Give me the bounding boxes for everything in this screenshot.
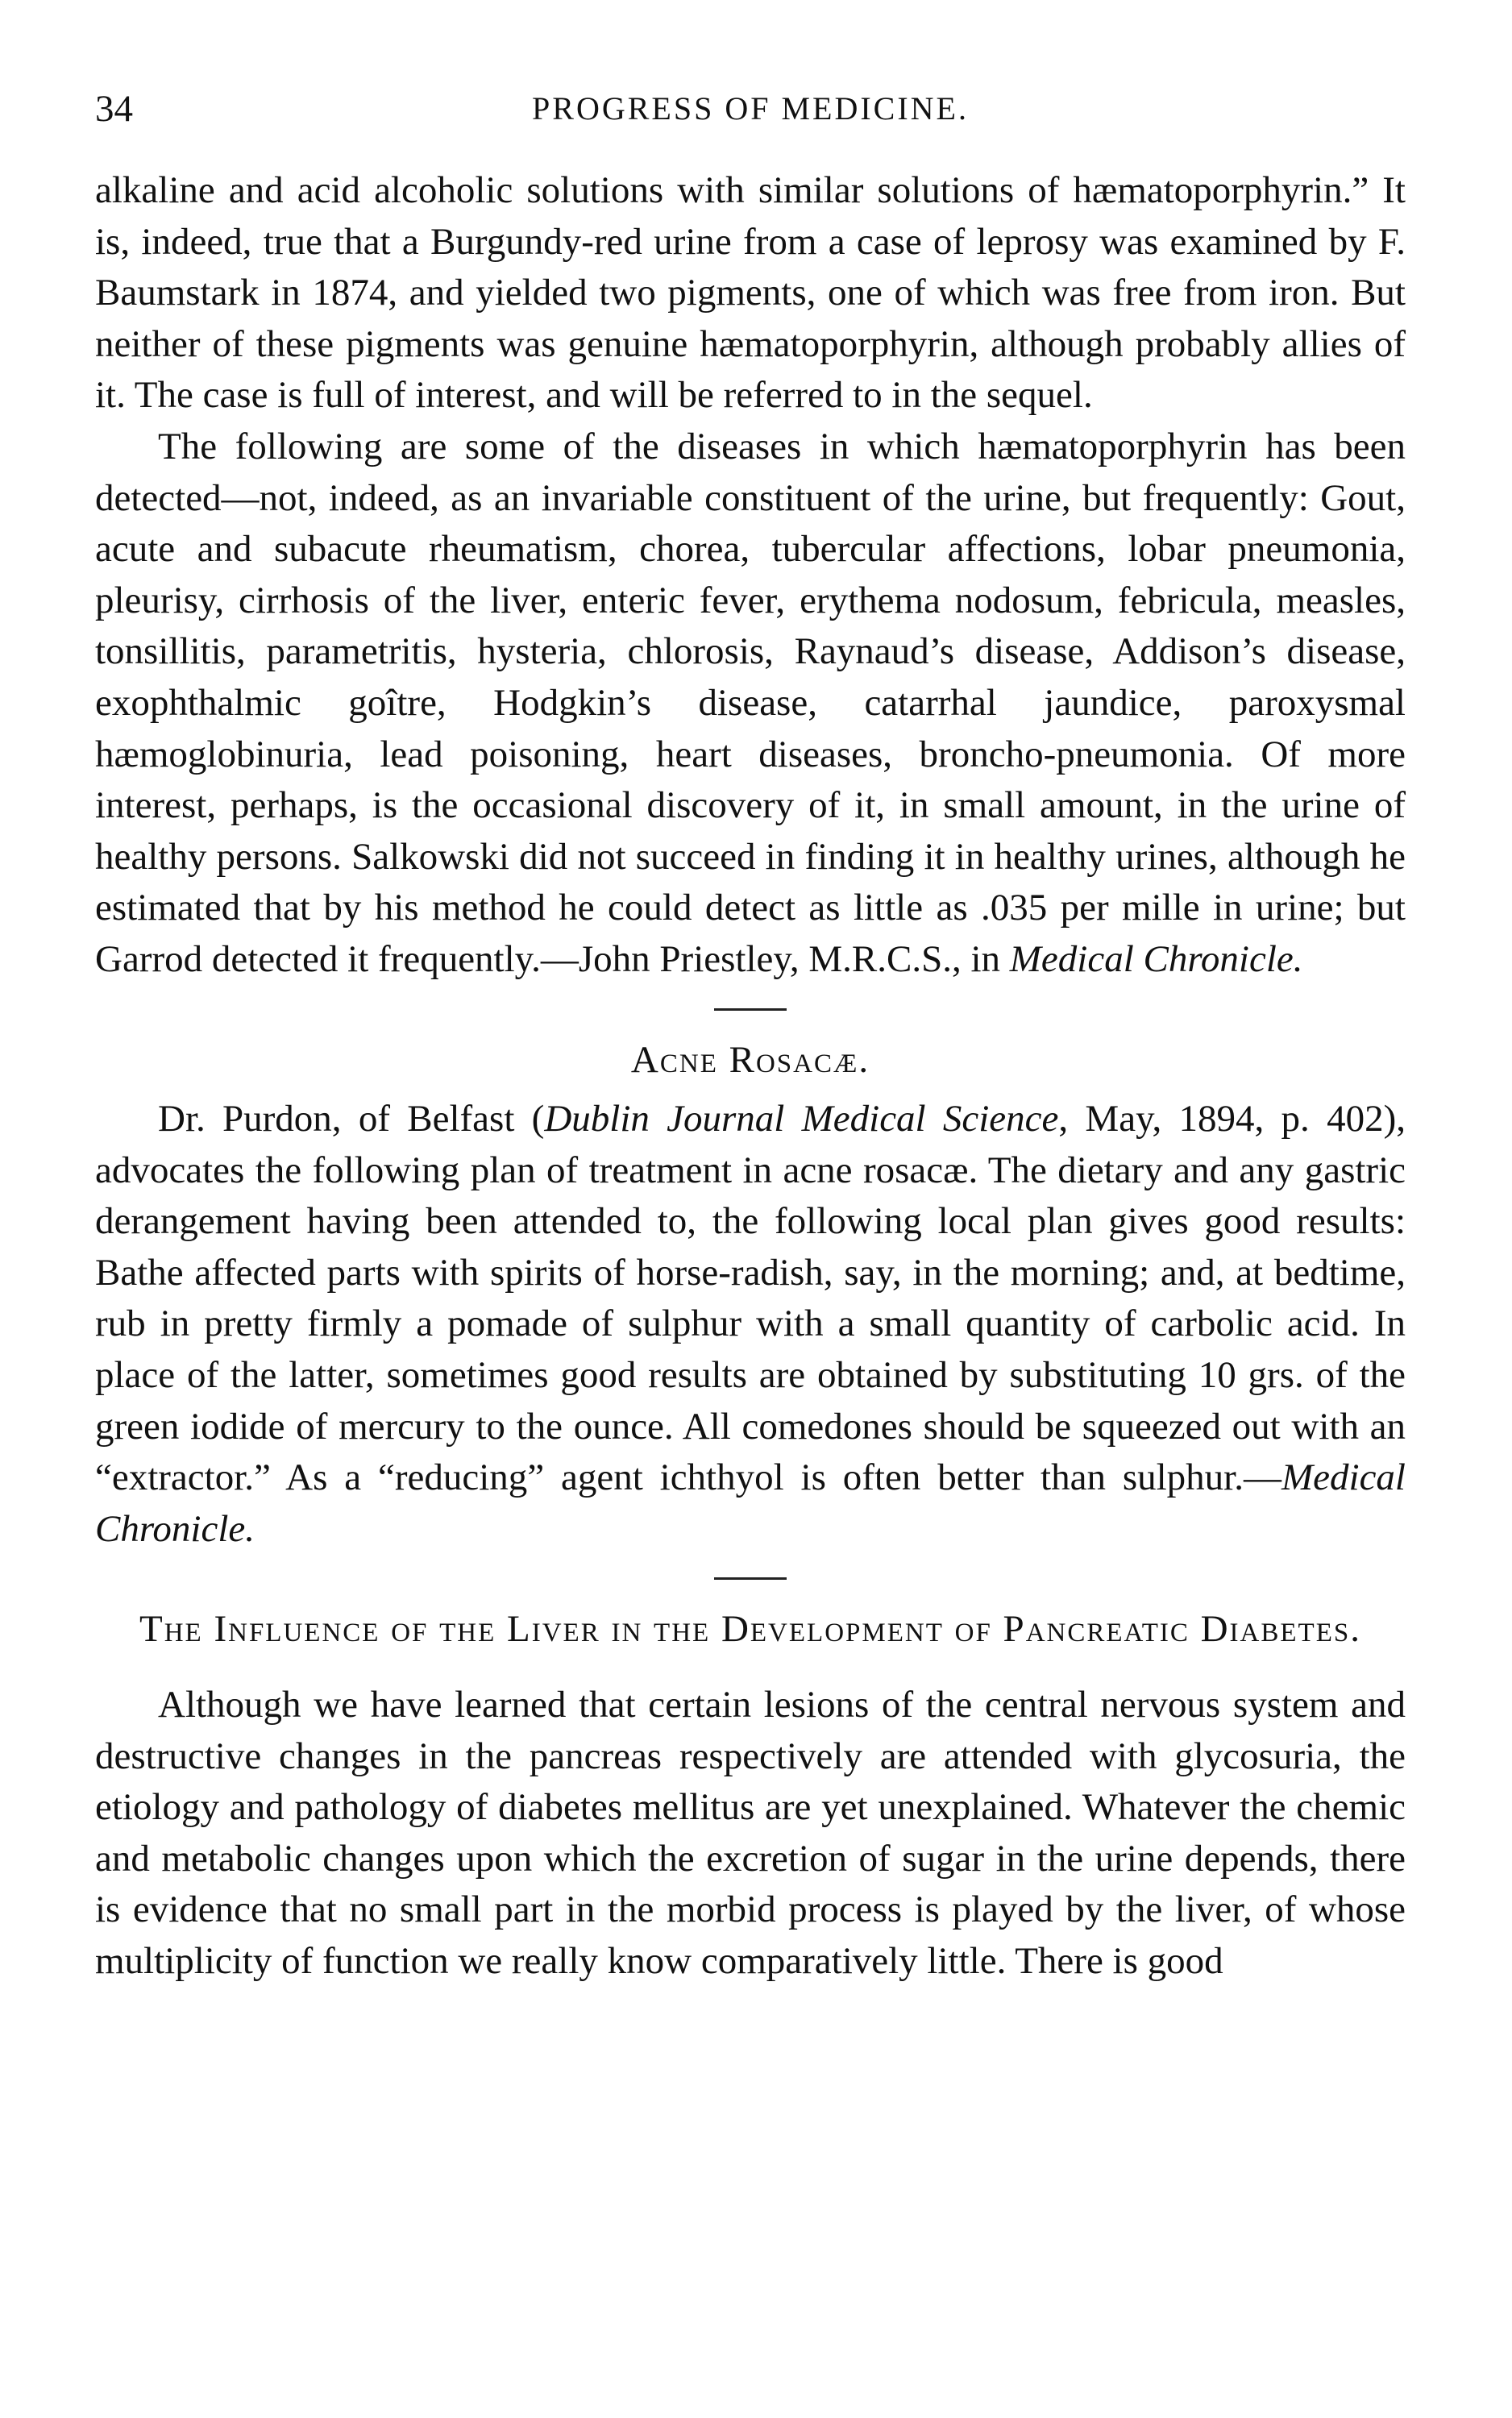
section-heading-liver-diabetes: The Influence of the Liver in the Development of Pancreatic Diabetes. xyxy=(139,1608,1361,1651)
source-citation: Medical Chronicle. xyxy=(95,1456,1406,1550)
running-head xyxy=(95,81,1406,137)
diseases-list-text: The following are some of the diseases in which hæmatoporphyrin has been detected—not, indeed, as an invariable constituent of the urine, but frequently: Gout, acute and subacute rheumatism, chorea, tubercular affections, lobar pneumonia, pleurisy, cirrhosis of the liver, enteric fever, erythema nodosum, febricula, measles, tonsillitis, parametritis, hysteria, chlorosis, Raynaud’s disease, Addison’s disease, exophthalmic goître, Hodgkin’s disease, catarrhal jaundice, paroxysmal hæmoglobinuria, lead poisoning, heart diseases, broncho-pneumonia. Of more interest, perhaps, is the occasional discovery of it, in small amount, in the urine of healthy persons. Salkowski did not succeed in finding it in healthy urines, although he estimated that by his method he could detect as little as .035 per mille in urine; but Garrod detected it frequently.—John Priestley, M.R.C.S., in xyxy=(95,425,1406,980)
paragraph-diseases-list xyxy=(95,422,1406,986)
section-divider xyxy=(714,1577,787,1580)
acne-text-start: Dr. Purdon, of Belfast ( xyxy=(158,1098,545,1140)
paragraph-haematoporphyrin-continued: alkaline and acid alcoholic solutions with similar solutions of hæmatoporphyrin.” It is, indeed, true that a Burgundy-red urine from a case of leprosy was examined by F. Baumstark in 1874, and yielded two pigments, one of which was free from iron. But neither of these pigments was genuine hæmatoporphyrin, although probably allies of it. The case is full of interest, and will be referred to in the sequel. xyxy=(95,169,1406,417)
journal-title: Dublin Journal Medical Science xyxy=(544,1098,1059,1140)
paragraph-liver-diabetes: Although we have learned that certain lesions of the central nervous system and destructive changes in the pancreas respectively are attended with glycosuria, the etiology and pathology of diabetes mellitus are yet unexplained. Whatever the chemic and metabolic changes upon which the excretion of sugar in the urine depends, there is evidence that no small part in the morbid process is played by the liver, of whose multiplicity of function we really know comparatively little. There is good xyxy=(95,1684,1406,1982)
section-divider xyxy=(714,1008,787,1011)
paragraph-acne-treatment xyxy=(95,1094,1406,1555)
section-heading-acne-rosacae: Acne Rosacæ. xyxy=(630,1038,870,1081)
acne-text-body: , May, 1894, p. 402), advocates the following plan of treatment in acne rosacæ. The dietary and any gastric derangement having been attended to, the following local plan gives good results: Bathe affected parts with spirits of horse-radish, say, in the morning; and, at bedtime, rub in pretty firmly a pomade of sulphur with a small quantity of carbolic acid. In place of the latter, sometimes good results are obtained by substituting 10 grs. of the green iodide of mercury to the ounce. All comedones should be squeezed out with an “extractor.” As a “reducing” agent ichthyol is often better than sulphur.— xyxy=(95,1098,1406,1499)
source-citation: Medical Chronicle. xyxy=(1009,937,1303,980)
running-title: PROGRESS OF MEDICINE. xyxy=(532,90,969,127)
body-text xyxy=(95,165,1406,1988)
page-number: 34 xyxy=(95,88,133,130)
